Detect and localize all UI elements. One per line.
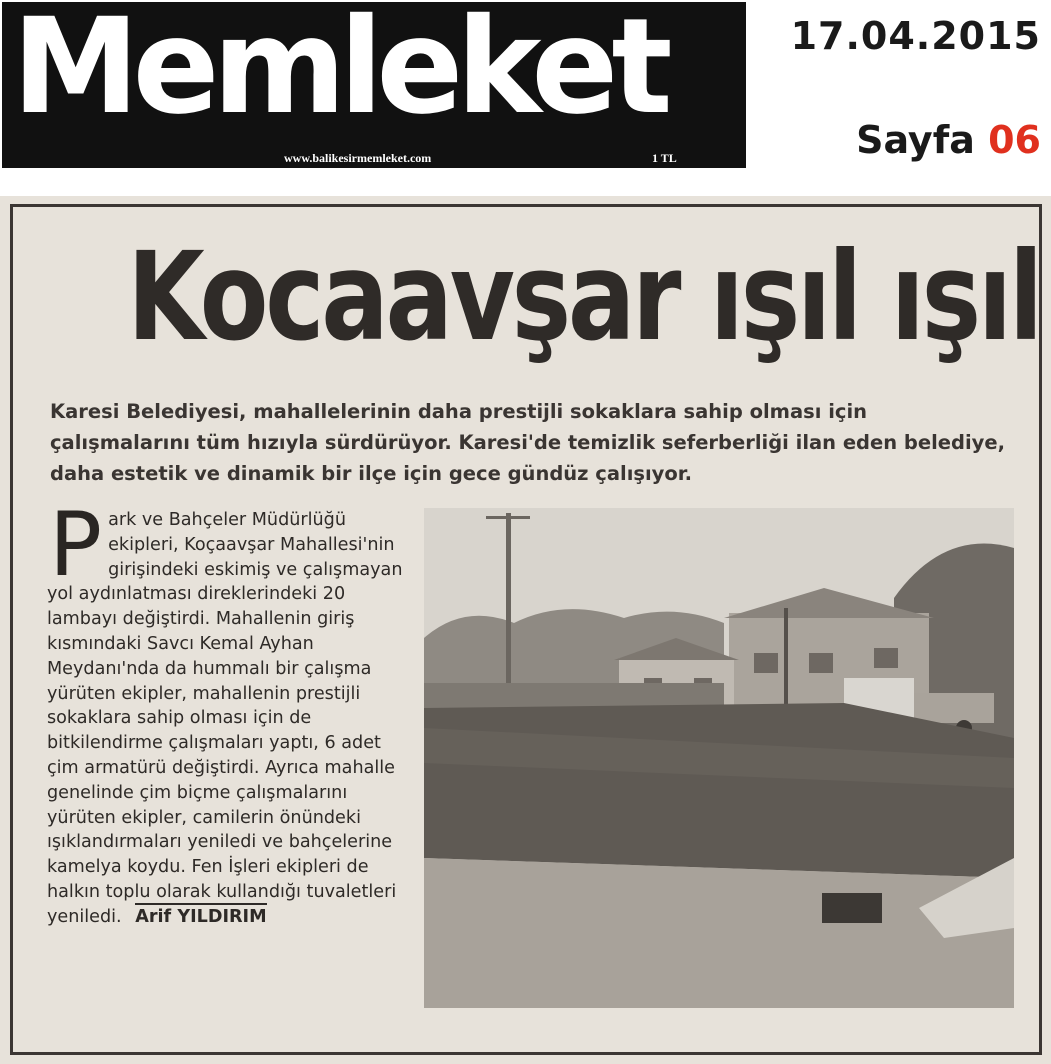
article-body [47, 493, 417, 930]
article-author: Arif YILDIRIM [135, 903, 266, 927]
drop-cap: P [49, 493, 103, 596]
article-lead: Karesi Belediyesi, mahallelerinin daha prestijli sokaklara sahip olması için çalışmalarını tüm hızıyla sürdürüyor. Karesi'de temizlik seferberliği ilan eden belediye, daha estetik ve dinamik bir ilçe için gece gündüz çalışıyor. [50, 400, 1005, 485]
masthead-price: 1 TL [652, 151, 677, 165]
page-label: Sayfa [856, 118, 975, 162]
issue-date: 17.04.2015 [790, 14, 1041, 58]
page-number [856, 118, 1041, 162]
masthead-url: www.balikesirmemleket.com [284, 151, 432, 165]
masthead [2, 2, 746, 168]
page-number-value: 06 [988, 118, 1041, 162]
article-clipping [0, 196, 1051, 1064]
article-body-text: ark ve Bahçeler Müdürlüğü ekipleri, Koçaavşar Mahallesi'nin girişindeki eskimiş ve çalışmayan yol aydınlatması direklerindeki 20 lambayı değiştirdi. Mahallenin giriş kısmındaki Savcı Kemal Ayhan Meydanı'nda da hummalı bir çalışma yürüten ekipler, mahallenin prestijli sokaklara sahip olması için de bitkilendirme çalışmaları yaptı, 6 adet çim armatürü değiştirdi. Ayrıca mahalle genelinde çim biçme çalışmalarını yürüten ekipler, camilerin önündeki ışıklandırmaları yeniledi ve bahçelerine kamelya koydu. Fen İşleri ekipleri de halkın toplu olarak kullandığı tuvaletleri yeniledi. [47, 510, 403, 927]
street-scene-photo [424, 508, 1014, 1008]
article-headline: Kocaavşar ışıl ışıl [127, 226, 1040, 368]
masthead-logo: Memleket [12, 0, 666, 144]
article-photo [424, 508, 1014, 1008]
